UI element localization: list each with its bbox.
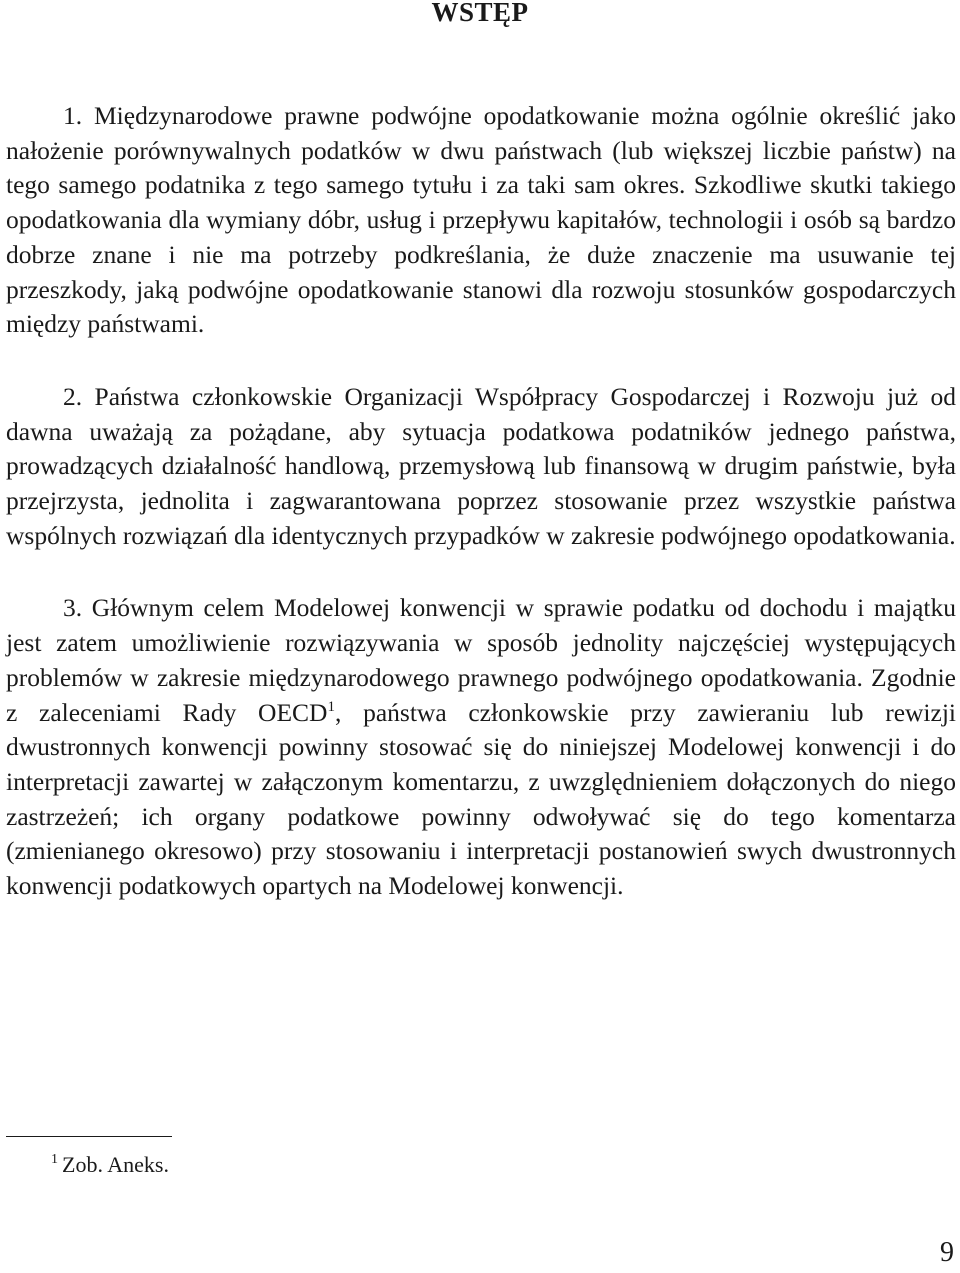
paragraph-3-text-part-1: 3. Głównym celem Modelowej konwencji w sprawie podatku od dochodu i majątku jest zatem umożliwienie rozwiązywania w sposób jednolity najczęściej występujących problemów w zakresie międzynarodowego prawnego podwójnego opodatkowania. Zgodnie z zaleceniami Rady OECD (6, 593, 956, 727)
paragraph-3-text-part-2: , państwa członkowskie przy zawieraniu lub rewizji dwustronnych konwencji powinny stosować się do niniejszej Modelowej konwencji i do interpretacji zawartej w załączonym komentarzu, z uwzględnieniem dołączonych do niego zastrzeżeń; ich organy podatkowe powinny odwoływać się do tego komentarza (zmienianego okresowo) przy stosowaniu i interpretacji postanowień swych dwustronnych konwencji podatkowych opartych na Modelowej konwencji. (6, 697, 956, 901)
footnote-divider (6, 1136, 172, 1137)
page-number: 9 (940, 1237, 954, 1268)
body-text (6, 99, 956, 904)
footnote-number: 1 (51, 1152, 58, 1167)
footnote (51, 1150, 169, 1180)
paragraph-3 (6, 591, 956, 903)
paragraph-1: 1. Międzynarodowe prawne podwójne opodatkowanie można ogólnie określić jako nałożenie porównywalnych podatków w dwu państwach (lub większej liczbie państw) na tego samego podatnika z tego samego tytułu i za taki sam okres. Szkodliwe skutki takiego opodatkowania dla wymiany dóbr, usług i przepływu kapitałów, technologii i osób są bardzo dobrze znane i nie ma potrzeby podkreślania, że duże znaczenie ma usuwanie tej przeszkody, jaką podwójne opodatkowanie stanowi dla rozwoju stosunków gospodarczych między państwami. (6, 101, 956, 339)
page-title: WSTĘP (431, 0, 529, 27)
paragraph-2: 2. Państwa członkowskie Organizacji Współpracy Gospodarczej i Rozwoju już od dawna uważają za pożądane, aby sytuacja podatkowa podatników jednego państwa, prowadzących działalność handlową, przemysłową lub finansową w drugim państwie, była przejrzysta, jednolita i zagwarantowana poprzez stosowanie przez wszystkie państwa wspólnych rozwiązań dla identycznych przypadków w zakresie podwójnego opodatkowania. (6, 381, 956, 550)
footnote-text: Zob. Aneks. (62, 1152, 169, 1177)
footnote-reference: 1 (327, 698, 335, 715)
